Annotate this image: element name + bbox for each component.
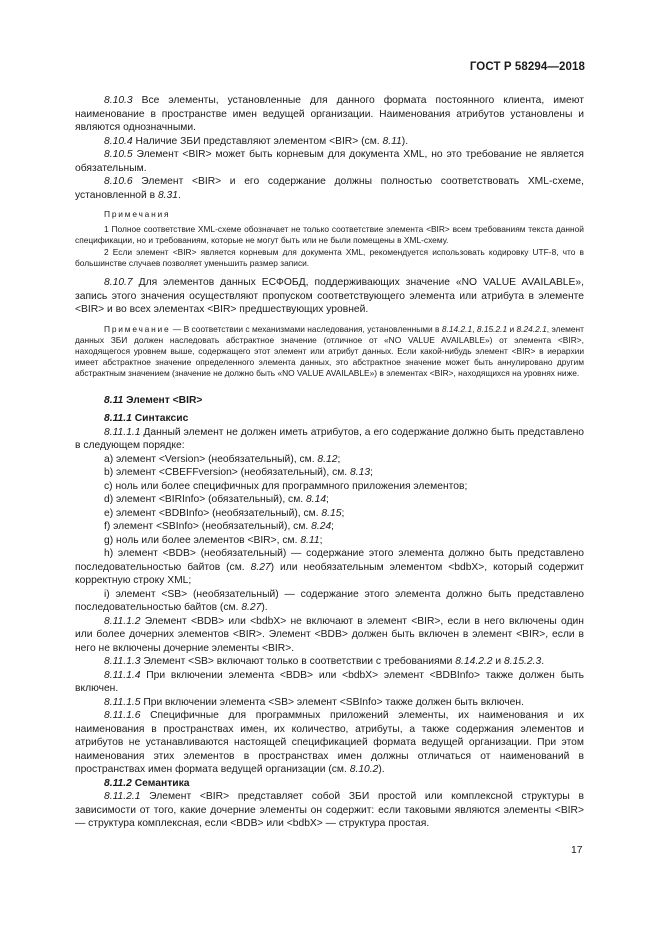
- clause-number: 8.11.1.1: [104, 426, 141, 438]
- document-header: ГОСТ Р 58294—2018: [469, 61, 585, 73]
- clause-number: 8.10.3: [104, 95, 133, 106]
- section-heading-8-11-2: 8.11.2 Семантика: [104, 777, 190, 789]
- notes-title: Примечания: [104, 209, 171, 219]
- note-2: 2 Если элемент <BIR> является корневым для документа XML, рекомендуется использовать кодировку UTF-8, что в большинстве случаев позволяет уменьшить размер записи.: [75, 246, 584, 268]
- list-item-i: i) элемент <SB> (необязательный) — содержание этого элемента должно быть представлено последовательностью байтов (см. 8.27).: [75, 588, 584, 614]
- clause-reference: 8.31: [157, 189, 178, 201]
- document-body: [75, 94, 584, 831]
- list-item-g: g) ноль или более элементов <BIR>, см. 8.11;: [104, 534, 323, 546]
- clause-number: 8.10.4: [104, 135, 133, 147]
- paragraph-8-10-3: 8.10.3 Все элементы, установленные для данного формата постоянного клиента, имеют наименование в пространстве имен ведущей организации. Наименования атрибутов установлены и являются однозначными.: [75, 95, 584, 133]
- note-inheritance: Примечание — В соответствии с механизмами наследования, установленными в 8.14.2.1, 8.15.2.1 и 8.24.2.1, элемент данных ЗБИ должен наследовать абстрактное значение (отличное от «NO VALUE AVAILABLE») от элемента <BIR>, находящегося уровнем выше, содержащего этот элемент или атрибут данных. Если какой-нибудь элемент <BIR> в иерархии имеет абстрактное значение определенного элемента данных, это абстрактное значение может быть аннулировано другим абстрактным значением (значение не должно быть «NO VALUE AVAILABLE») в элементах <BIR>, находящихся на уровнях ниже.: [75, 323, 584, 379]
- list-item-a: а) элемент <Version> (необязательный), см. 8.12;: [104, 453, 341, 465]
- paragraph-8-11-2-1: 8.11.2.1 Элемент <BIR> представляет собой ЗБИ простой или комплексной структуры в зависимости от того, какие дочерние элементы он содержит: если таковыми являются элементы <BIR> — структура комплексная, если <BDB> или <bdbX> — структура простая.: [75, 791, 584, 830]
- clause-number: 8.11.1.6: [104, 710, 141, 722]
- list-item-f: f) элемент <SBInfo> (необязательный), см. 8.24;: [104, 521, 335, 533]
- paragraph-8-10-6: 8.10.6 Элемент <BIR> и его содержание должны полностью соответствовать XML-схеме, установленной в 8.31.: [75, 176, 584, 201]
- section-heading-8-11: 8.11 Элемент <BIR>: [104, 394, 203, 406]
- paragraph-8-11-1-3: 8.11.1.3 Элемент <SB> включают только в соответствии с требованиями 8.14.2.2 и 8.15.2.3.: [104, 656, 545, 668]
- note-label: Примечание: [104, 323, 171, 334]
- paragraph-8-11-1-6: 8.11.1.6 Специфичные для программных приложений элементы, их наименования и их наименования в пространствах имен, их количество, атрибуты, а также содержания элементов и атрибутов не устанавливаются настоящей спецификацией формата ведущей организации. При этом наименования этих элементов в пространствах имен должны отличаться от наименований в пространствах имен формата ведущей организации (см. 8.10.2).: [75, 710, 584, 776]
- paragraph-8-11-1-5: 8.11.1.5 При включении элемента <SB> элемент <SBInfo> также должен быть включен.: [104, 696, 524, 708]
- paragraph-8-10-4: 8.10.4 Наличие ЗБИ представляют элементом <BIR> (см. 8.11).: [104, 135, 409, 147]
- clause-number: 8.10.6: [104, 176, 133, 187]
- paragraph-8-10-7: 8.10.7 Для элементов данных ЕСФОБД, поддерживающих значение «NO VALUE AVAILABLE», запись этого значения осуществляют пропуском соответствующего элемента или атрибута в элементе <BIR> и во всех элементах <BIR> предшествующих уровней.: [75, 277, 584, 316]
- page-number: 17: [571, 845, 583, 856]
- paragraph-8-11-1-4: 8.11.1.4 При включении элемента <BDB> или <bdbX> элемент <BDBInfo> также должен быть включен.: [75, 669, 584, 695]
- paragraph-8-10-5: 8.10.5 Элемент <BIR> может быть корневым для документа XML, но это требование не является обязательным.: [75, 149, 584, 174]
- clause-number: 8.11.1.2: [104, 615, 141, 627]
- clause-reference: 8.11: [382, 135, 402, 147]
- list-item-c: c) ноль или более специфичных для программного приложения элементов;: [104, 480, 468, 492]
- clause-number: 8.11.1.5: [104, 696, 141, 708]
- list-item-h: h) элемент <BDB> (необязательный) — содержание этого элемента должно быть представлено последовательностью байтов (см. 8.27) или необязательным элементом <bdbX>, который содержит корректную строку XML;: [75, 548, 584, 587]
- list-item-e: e) элемент <BDBInfo> (необязательный), см. 8.15;: [104, 507, 345, 519]
- clause-number: 8.11.2.1: [104, 791, 141, 803]
- list-item-b: b) элемент <CBEFFversion> (необязательный), см. 8.13;: [104, 467, 373, 479]
- clause-number: 8.11.1.3: [104, 656, 141, 668]
- paragraph-8-11-1-2: 8.11.1.2 Элемент <BDB> или <bdbX> не включают в элемент <BIR>, если в него включены один или более дочерних элементов <BIR>. Элемент <BDB> должен быть включен в элемент <BIR>, если в него не включены дочерние элементы <BIR>.: [75, 615, 584, 654]
- clause-number: 8.11.1.4: [104, 669, 141, 681]
- clause-number: 8.10.7: [104, 277, 133, 289]
- note-1: 1 Полное соответствие XML-схеме обозначает не только соответствие элемента <BIR> всем требованиям текста данной спецификации, но и требованиям, которые не могут быть или не были помещены в XML-схему.: [75, 224, 584, 246]
- paragraph-8-11-1-1: 8.11.1.1 Данный элемент не должен иметь атрибутов, а его содержание должно быть представлено в следующем порядке:: [75, 426, 584, 452]
- clause-number: 8.10.5: [104, 149, 133, 160]
- list-item-d: d) элемент <BIRInfo> (обязательный), см. 8.14;: [104, 494, 329, 506]
- section-heading-8-11-1: 8.11.1 Синтаксис: [104, 413, 189, 425]
